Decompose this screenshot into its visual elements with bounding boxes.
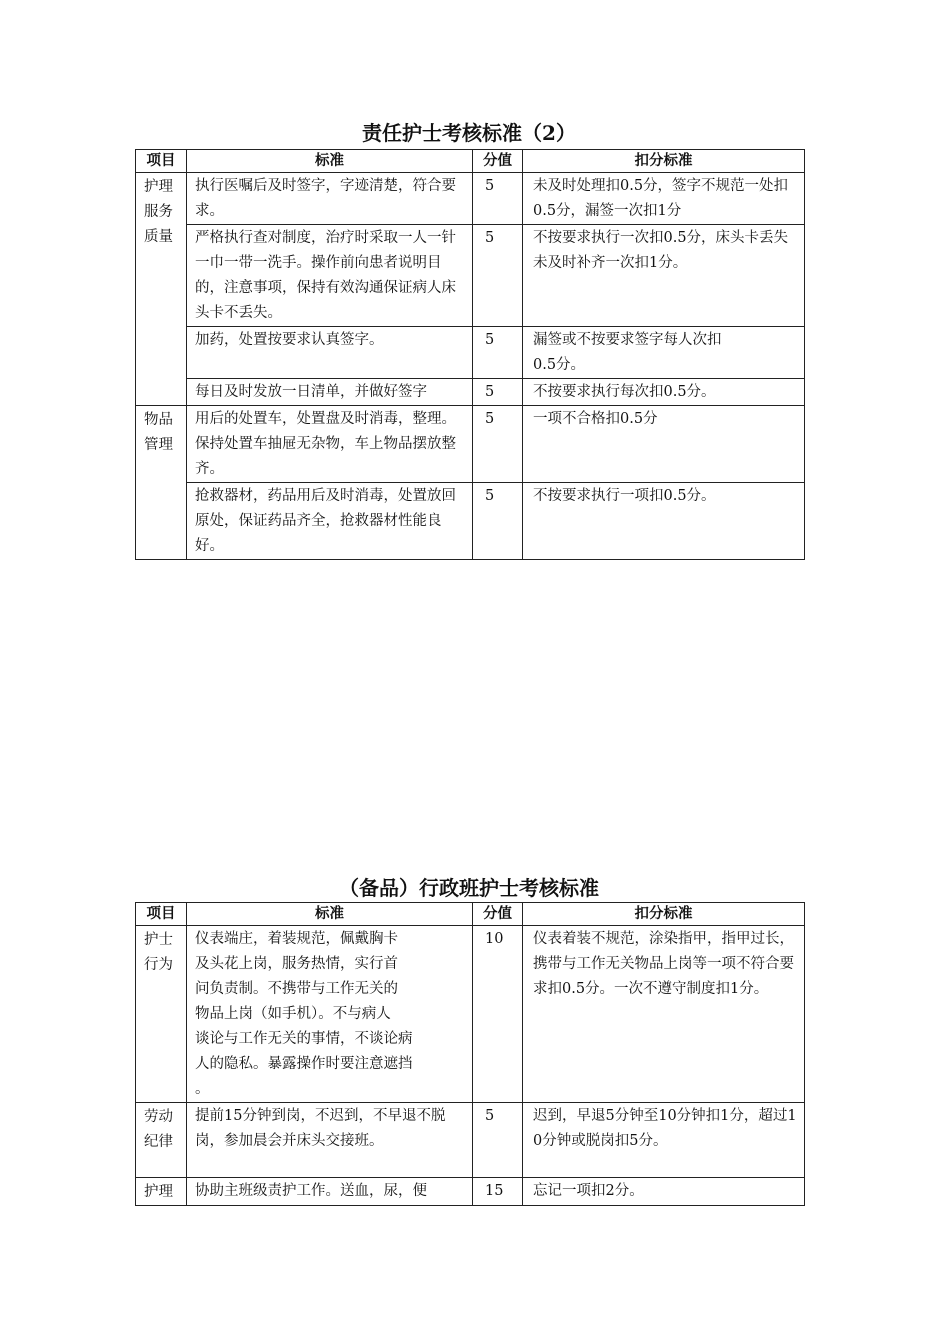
standard-cell: 执行医嘱后及时签字，字迹清楚，符合要求。 (187, 173, 473, 225)
table-header-row (136, 903, 805, 926)
score-cell: 5 (473, 379, 523, 406)
item-cell: 护理服务质量 (136, 173, 187, 406)
table-row (136, 173, 805, 225)
table-row (136, 926, 805, 1103)
table-header-row (136, 150, 805, 173)
standard-cell: 提前15分钟到岗，不迟到，不早退不脱岗，参加晨会并床头交接班。 (187, 1103, 473, 1178)
table1-title: 责任护士考核标准（2） (362, 121, 576, 145)
score-cell: 5 (473, 173, 523, 225)
table-row (136, 379, 805, 406)
standard-cell: 加药，处置按要求认真签字。 (187, 327, 473, 379)
deduction-cell: 未及时处理扣0.5分，签字不规范一处扣0.5分，漏签一次扣1分 (523, 173, 805, 225)
standard-cell: 用后的处置车，处置盘及时消毒，整理。保持处置车抽屉无杂物，车上物品摆放整齐。 (187, 406, 473, 483)
header-item: 项目 (136, 903, 187, 926)
score-cell: 5 (473, 406, 523, 483)
deduction-cell: 不按要求执行一项扣0.5分。 (523, 483, 805, 560)
header-deduction: 扣分标准 (523, 903, 805, 926)
table-row (136, 483, 805, 560)
score-cell: 15 (473, 1178, 523, 1206)
item-cell: 劳动纪律 (136, 1103, 187, 1178)
score-cell: 5 (473, 1103, 523, 1178)
header-score: 分值 (473, 150, 523, 173)
item-cell: 护理 (136, 1178, 187, 1206)
deduction-cell: 仪表着装不规范，涂染指甲，指甲过长，携带与工作无关物品上岗等一项不符合要求扣0.5分。一次不遵守制度扣1分。 (523, 926, 805, 1103)
header-score: 分值 (473, 903, 523, 926)
deduction-cell: 不按要求执行每次扣0.5分。 (523, 379, 805, 406)
score-cell: 5 (473, 327, 523, 379)
table-row (136, 327, 805, 379)
item-cell: 护士行为 (136, 926, 187, 1103)
standard-cell: 仪表端庄，着装规范，佩戴胸卡 及头花上岗，服务热情，实行首 问负责制。不携带与工作无关的 物品上岗（如手机）。不与病人 谈论与工作无关的事情，不谈论病 人的隐私。暴露操作时要注意遮挡 。 (187, 926, 473, 1103)
item-cell: 物品管理 (136, 406, 187, 560)
nurse-assessment-table (135, 149, 805, 560)
deduction-cell: 迟到，早退5分钟至10分钟扣1分，超过10分钟或脱岗扣5分。 (523, 1103, 805, 1178)
score-cell: 10 (473, 926, 523, 1103)
table-row (136, 1178, 805, 1206)
standard-cell: 每日及时发放一日清单，并做好签字 (187, 379, 473, 406)
table-row (136, 406, 805, 483)
admin-nurse-assessment-table (135, 902, 805, 1206)
header-standard: 标准 (187, 150, 473, 173)
header-item: 项目 (136, 150, 187, 173)
header-deduction: 扣分标准 (523, 150, 805, 173)
table2-title: （备品）行政班护士考核标准 (339, 876, 599, 900)
standard-cell: 严格执行查对制度，治疗时采取一人一针一巾一带一洗手。操作前向患者说明目的，注意事项，保持有效沟通保证病人床头卡不丢失。 (187, 225, 473, 327)
header-standard: 标准 (187, 903, 473, 926)
score-cell: 5 (473, 483, 523, 560)
deduction-cell: 漏签或不按要求签字每人次扣 0.5分。 (523, 327, 805, 379)
table-row (136, 225, 805, 327)
deduction-cell: 不按要求执行一次扣0.5分，床头卡丢失未及时补齐一次扣1分。 (523, 225, 805, 327)
score-cell: 5 (473, 225, 523, 327)
deduction-cell: 忘记一项扣2分。 (523, 1178, 805, 1206)
standard-cell: 协助主班级责护工作。送血，尿，便 (187, 1178, 473, 1206)
deduction-cell: 一项不合格扣0.5分 (523, 406, 805, 483)
standard-cell: 抢救器材，药品用后及时消毒，处置放回原处，保证药品齐全，抢救器材性能良好。 (187, 483, 473, 560)
table-row (136, 1103, 805, 1178)
